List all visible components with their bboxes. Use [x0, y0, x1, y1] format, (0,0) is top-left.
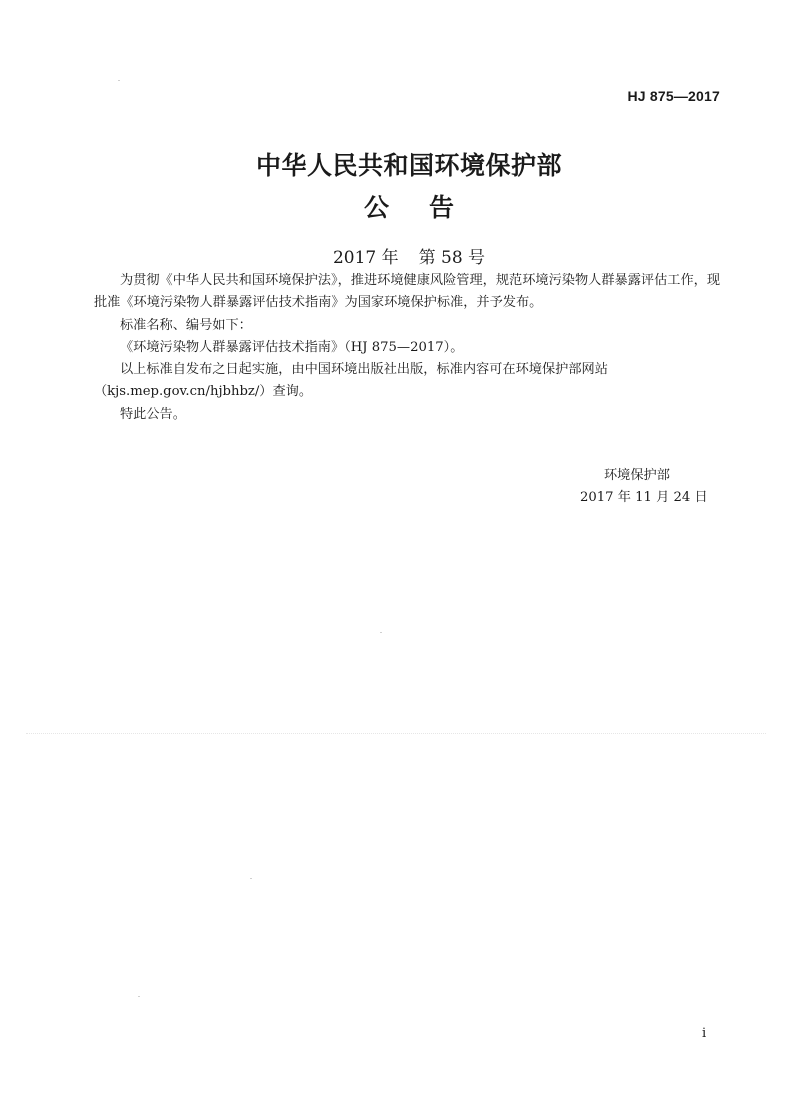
scan-dotted-line — [26, 733, 766, 734]
scan-speck — [118, 80, 120, 81]
issue-line — [0, 243, 792, 268]
page-subtitle: 公告 — [363, 193, 494, 222]
body-paragraph: 标准名称、编号如下： — [120, 317, 252, 333]
issue-number: 第 58 号 — [418, 248, 486, 268]
scan-speck — [380, 632, 382, 633]
body-paragraph: 以上标准自发布之日起实施，由中国环境出版社出版，标准内容可在环境保护部网站（kjs.mep.gov.cn/hjbhbz/）查询。 — [94, 362, 608, 400]
scan-speck — [250, 878, 252, 879]
body-paragraph: 《环境污染物人群暴露评估技术指南》（HJ 875—2017）。 — [120, 339, 464, 355]
signature-date: 2017 年 11 月 24 日 — [580, 490, 708, 505]
body-paragraph: 特此公告。 — [120, 406, 186, 422]
signature-organization: 环境保护部 — [604, 468, 670, 483]
standard-code: HJ 875—2017 — [627, 88, 720, 104]
signature-block — [560, 465, 720, 509]
issue-year: 2017 年 — [332, 248, 399, 268]
page-number: i — [702, 1026, 707, 1041]
body-paragraph: 为贯彻《中华人民共和国环境保护法》，推进环境健康风险管理，规范环境污染物人群暴露评估工作，现批准《环境污染物人群暴露评估技术指南》为国家环境保护标准，并予发布。 — [94, 273, 721, 311]
page-title: 中华人民共和国环境保护部 — [255, 151, 562, 180]
scan-speck — [138, 996, 140, 997]
announcement-body — [94, 270, 722, 426]
